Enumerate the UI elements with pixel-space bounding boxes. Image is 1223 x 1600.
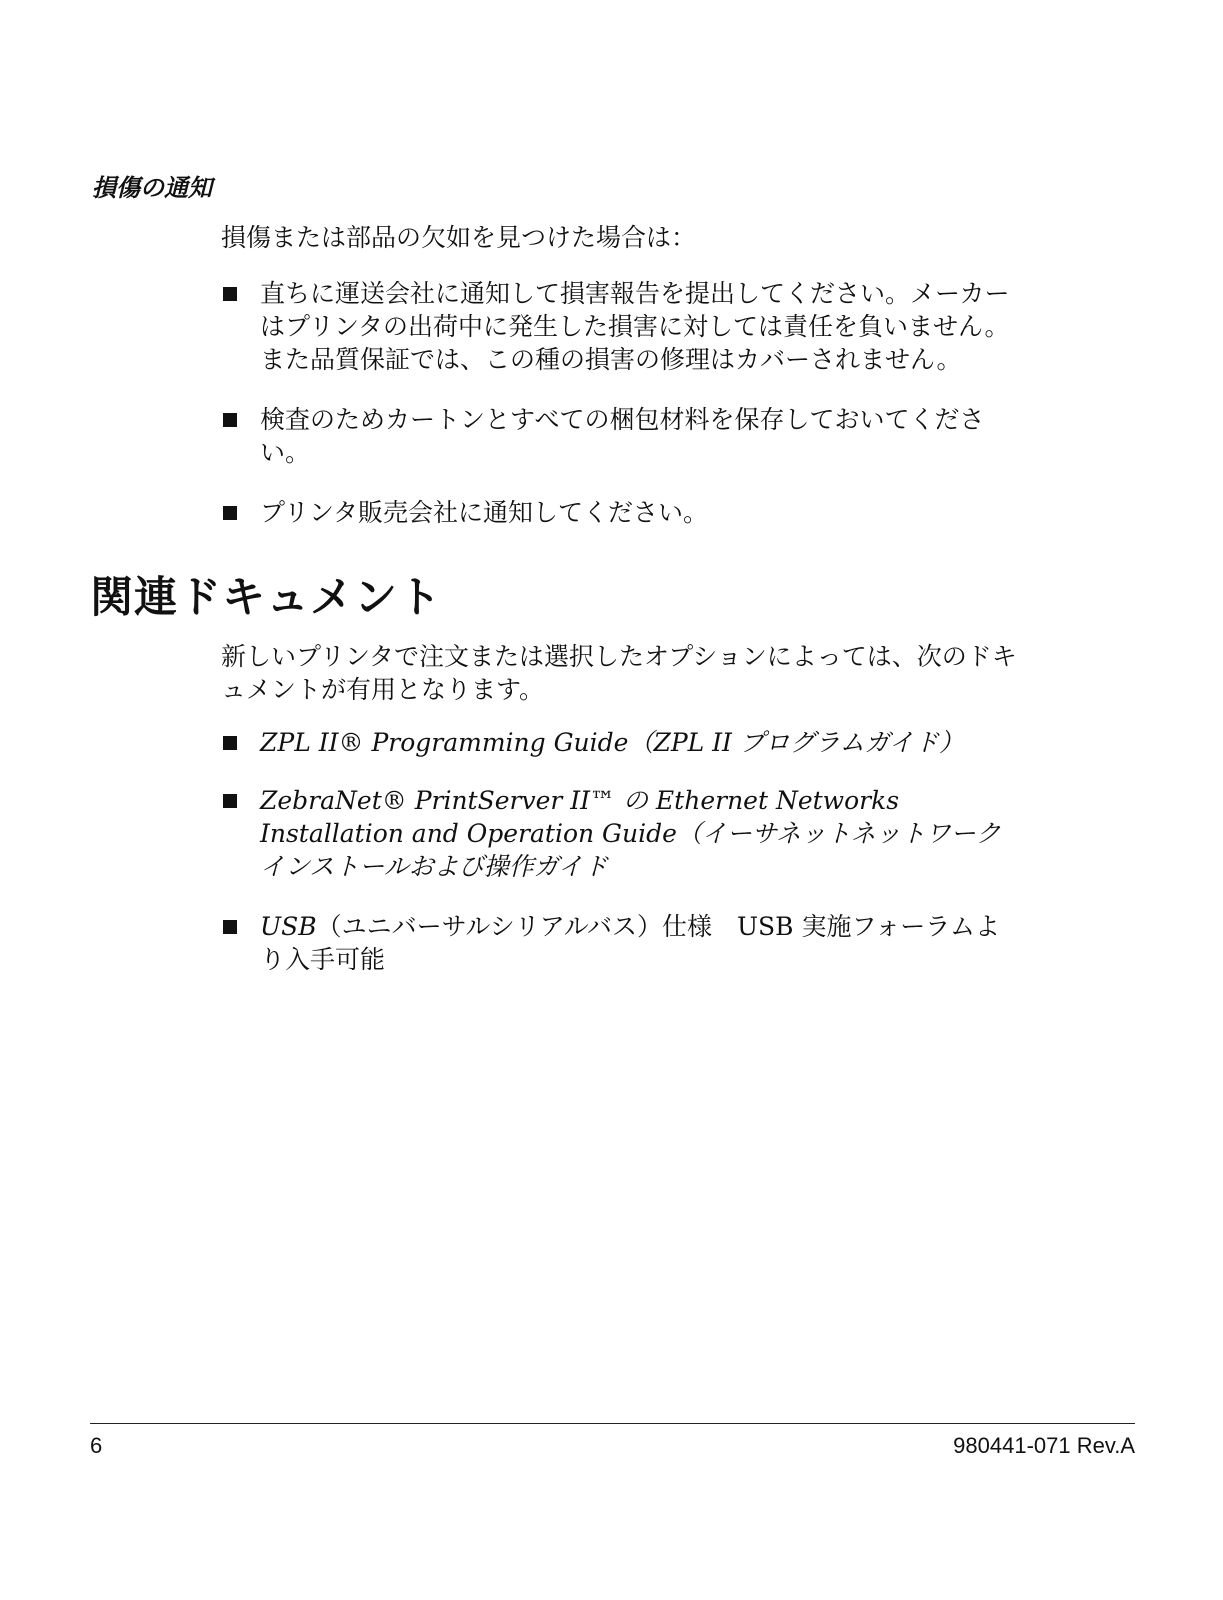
related-docs-heading: 関連ドキュメント (90, 573, 442, 623)
damage-item-text: 直ちに運送会社に通知して損害報告を提出してください。メーカーはプリンタの出荷中に発生した損害に対しては責任を負いません。また品質保証では、この種の損害の修理はカバーされません。 (260, 279, 1010, 374)
bullet-icon (223, 794, 237, 808)
doc-title-zpl: ZPL II® Programming Guide（ZPL II プログラムガイド） (260, 728, 964, 757)
damage-list (221, 277, 1021, 529)
related-docs-list (221, 726, 1021, 976)
damage-item-text: プリンタ販売会社に通知してください。 (260, 498, 709, 527)
page-number: 6 (90, 1433, 103, 1458)
related-docs-intro: 新しいプリンタで注文または選択したオプションによっては、次のドキュメントが有用となります。 (221, 642, 1017, 704)
footer-divider (90, 1423, 1135, 1424)
bullet-icon (223, 413, 237, 427)
damage-intro: 損傷または部品の欠如を見つけた場合は： (221, 223, 697, 252)
damage-heading: 損傷の通知 (92, 174, 212, 202)
list-item (221, 784, 1021, 883)
bullet-icon (223, 920, 237, 934)
bullet-icon (223, 506, 237, 520)
list-item (221, 496, 1021, 529)
list-item (221, 910, 1021, 976)
bullet-icon (223, 736, 237, 750)
damage-item-text: 検査のためカートンとすべての梱包材料を保存しておいてください。 (260, 405, 985, 467)
document-id: 980441-071 Rev.A (953, 1433, 1135, 1458)
list-item (221, 726, 1021, 759)
doc-usb-description: （ユニバーサルシリアルバス）仕様 USB 実施フォーラムより入手可能 (260, 912, 1000, 974)
bullet-icon (223, 287, 237, 301)
list-item (221, 277, 1021, 376)
doc-title-usb: USB (260, 912, 317, 941)
list-item (221, 403, 1021, 469)
doc-title-zebranet: ZebraNet® PrintServer II™ の Ethernet Networks Installation and Operation Guide（イーサネットネットワークインストールおよび操作ガイド (260, 786, 1001, 881)
